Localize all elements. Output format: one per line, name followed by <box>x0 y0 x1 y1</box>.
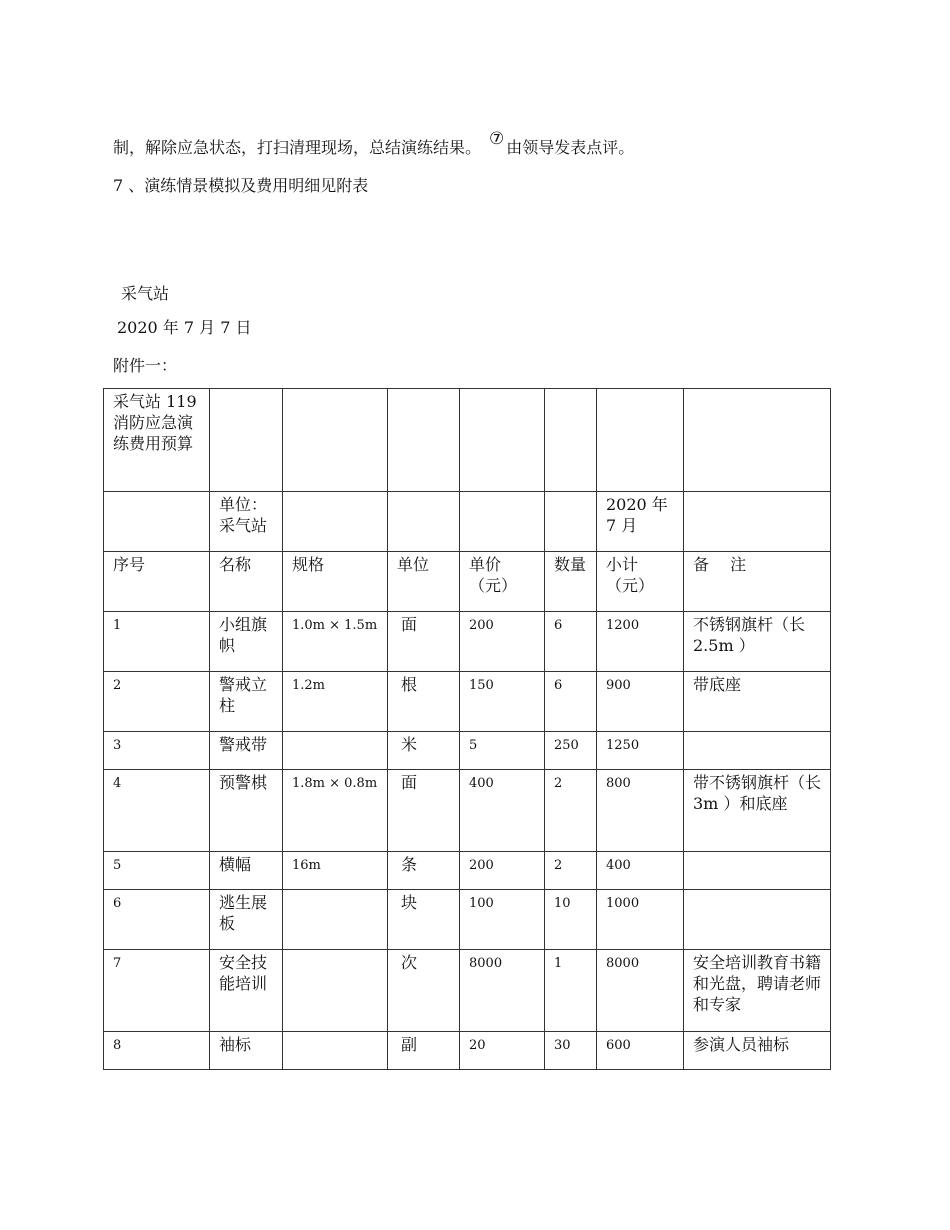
row-cell: 袖标 <box>210 1032 283 1070</box>
row-cell: 400 <box>597 852 684 890</box>
table-row <box>104 732 831 770</box>
table-row <box>104 890 831 950</box>
row-cell: 10 <box>545 890 597 950</box>
row-cell: 6 <box>104 890 210 950</box>
header-cell: 备 注 <box>684 552 831 612</box>
table-title: 采气站 119 消防应急演练费用预算 <box>104 389 210 492</box>
row-cell: 16m <box>283 852 388 890</box>
row-cell <box>684 890 831 950</box>
row-cell: 安全培训教育书籍和光盘，聘请老师和专家 <box>684 950 831 1032</box>
row-cell <box>283 890 388 950</box>
row-cell: 8000 <box>460 950 545 1032</box>
table-row <box>104 612 831 672</box>
row-cell: 1000 <box>597 890 684 950</box>
row-cell <box>684 852 831 890</box>
table-title-row <box>104 389 831 492</box>
budget-table <box>103 388 831 1070</box>
row-cell: 150 <box>460 672 545 732</box>
row-cell: 根 <box>388 672 460 732</box>
row-cell: 块 <box>388 890 460 950</box>
table-row <box>104 672 831 732</box>
header-cell: 单位 <box>388 552 460 612</box>
row-cell: 800 <box>597 770 684 852</box>
header-cell: 名称 <box>210 552 283 612</box>
row-cell: 不锈钢旗杆（长 2.5m ） <box>684 612 831 672</box>
attachment-label: 附件一： <box>113 356 178 375</box>
row-cell <box>283 950 388 1032</box>
circled-number-seven: ⑦ <box>489 129 505 149</box>
row-cell: 5 <box>460 732 545 770</box>
table-unit: 单位：采气站 <box>210 492 283 552</box>
row-cell: 米 <box>388 732 460 770</box>
header-cell: 规格 <box>283 552 388 612</box>
row-cell: 6 <box>545 672 597 732</box>
row-cell: 1.8m × 0.8m <box>283 770 388 852</box>
row-cell: 1 <box>104 612 210 672</box>
header-cell: 单价（元） <box>460 552 545 612</box>
row-cell: 条 <box>388 852 460 890</box>
table-period: 2020 年 7 月 <box>597 492 684 552</box>
row-cell: 900 <box>597 672 684 732</box>
document-date: 2020 年 7 月 7 日 <box>117 318 252 337</box>
row-cell: 次 <box>388 950 460 1032</box>
row-cell: 1.0m × 1.5m <box>283 612 388 672</box>
paragraph-text-a: 制，解除应急状态，打扫清理现场，总结演练结果。 <box>113 138 482 157</box>
table-header-row <box>104 552 831 612</box>
row-cell: 预警棋 <box>210 770 283 852</box>
row-cell: 副 <box>388 1032 460 1070</box>
row-cell: 警戒带 <box>210 732 283 770</box>
row-cell <box>684 732 831 770</box>
row-cell: 200 <box>460 852 545 890</box>
row-cell: 面 <box>388 770 460 852</box>
table-row <box>104 950 831 1032</box>
row-cell: 警戒立柱 <box>210 672 283 732</box>
row-cell: 1.2m <box>283 672 388 732</box>
row-cell: 20 <box>460 1032 545 1070</box>
row-cell: 面 <box>388 612 460 672</box>
row-cell: 600 <box>597 1032 684 1070</box>
row-cell: 2 <box>545 852 597 890</box>
row-cell: 安全技能培训 <box>210 950 283 1032</box>
row-cell: 200 <box>460 612 545 672</box>
table-row <box>104 770 831 852</box>
paragraph-text-b: 由领导发表点评。 <box>506 138 635 157</box>
row-cell: 5 <box>104 852 210 890</box>
row-cell <box>283 732 388 770</box>
row-cell: 横幅 <box>210 852 283 890</box>
header-cell: 序号 <box>104 552 210 612</box>
table-meta-row <box>104 492 831 552</box>
row-cell: 8 <box>104 1032 210 1070</box>
header-cell: 小计（元） <box>597 552 684 612</box>
paragraph-line-2: 7 、演练情景模拟及费用明细见附表 <box>113 176 369 195</box>
row-cell: 6 <box>545 612 597 672</box>
row-cell: 2 <box>104 672 210 732</box>
organization-name: 采气站 <box>121 284 170 303</box>
table-row <box>104 1032 831 1070</box>
row-cell: 3 <box>104 732 210 770</box>
row-cell: 带不锈钢旗杆（长 3m ）和底座 <box>684 770 831 852</box>
row-cell: 7 <box>104 950 210 1032</box>
paragraph-line-1 <box>113 129 635 158</box>
row-cell: 8000 <box>597 950 684 1032</box>
header-cell: 数量 <box>545 552 597 612</box>
row-cell: 400 <box>460 770 545 852</box>
row-cell: 逃生展板 <box>210 890 283 950</box>
row-cell: 100 <box>460 890 545 950</box>
row-cell: 4 <box>104 770 210 852</box>
row-cell: 1 <box>545 950 597 1032</box>
row-cell: 250 <box>545 732 597 770</box>
row-cell: 2 <box>545 770 597 852</box>
row-cell: 1200 <box>597 612 684 672</box>
row-cell: 1250 <box>597 732 684 770</box>
row-cell <box>283 1032 388 1070</box>
row-cell: 30 <box>545 1032 597 1070</box>
row-cell: 带底座 <box>684 672 831 732</box>
table-row <box>104 852 831 890</box>
row-cell: 参演人员袖标 <box>684 1032 831 1070</box>
row-cell: 小组旗帜 <box>210 612 283 672</box>
